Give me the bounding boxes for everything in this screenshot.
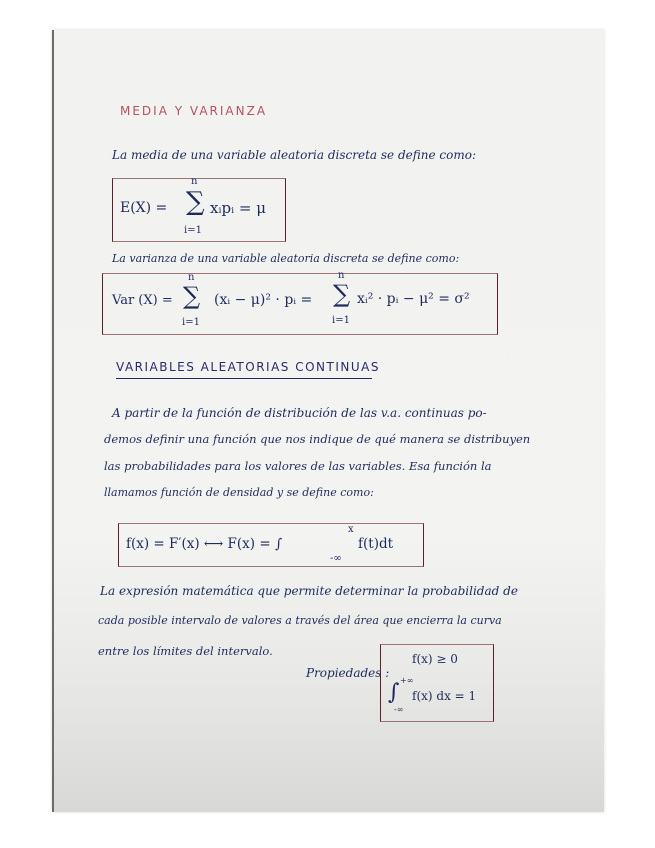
- variance-lhs: Var (X) =: [112, 293, 173, 308]
- paragraph1-line1: A partir de la función de distribución de las v.a. continuas po-: [112, 406, 487, 420]
- mean-lhs: E(X) =: [120, 200, 168, 216]
- density-int-upper: x: [348, 524, 354, 535]
- properties-label: Propiedades :: [306, 666, 390, 680]
- variance-sum2-top: n: [338, 270, 345, 281]
- density-int-lower: -∞: [330, 553, 342, 564]
- paragraph2-line1: La expresión matemática que permite determinar la probabilidad de: [100, 584, 518, 598]
- variance-sum2-bottom: i=1: [332, 315, 350, 326]
- mean-intro-text: La media de una variable aleatoria discreta se define como:: [112, 148, 476, 162]
- variance-sum1-symbol: ∑: [183, 282, 201, 310]
- paragraph1-line2: demos definir una función que nos indique de qué manera se distribuyen: [104, 432, 531, 446]
- variance-sum2-symbol: ∑: [333, 280, 351, 308]
- property-int-lower: -∞: [394, 705, 404, 714]
- density-integrand: f(t)dt: [358, 536, 394, 552]
- mean-rhs: xᵢpᵢ = μ: [210, 199, 266, 217]
- paragraph1-line3: las probabilidades para los valores de las variables. Esa función la: [104, 459, 492, 473]
- mean-sum-top: n: [191, 176, 198, 187]
- property-integral-sign: ∫: [388, 680, 400, 705]
- variance-sum1-top: n: [188, 272, 195, 283]
- page-edge: [52, 30, 54, 812]
- paragraph2-line3: entre los límites del intervalo.: [98, 644, 273, 658]
- variance-rhs: xᵢ² · pᵢ − μ² = σ²: [357, 291, 470, 307]
- variance-mid: (xᵢ − μ)² · pᵢ =: [214, 292, 313, 308]
- variance-sum1-bottom: i=1: [182, 317, 200, 328]
- section-title-media-varianza: MEDIA Y VARIANZA: [120, 104, 268, 118]
- property-int-upper: +∞: [400, 676, 414, 685]
- paragraph1-line4: llamamos función de densidad y se define como:: [104, 486, 374, 499]
- section-title-underline: [116, 378, 372, 379]
- paragraph2-line2: cada posible intervalo de valores a través del área que encierra la curva: [98, 614, 502, 627]
- property-normalization: f(x) dx = 1: [412, 689, 477, 703]
- property-nonnegative: f(x) ≥ 0: [412, 652, 458, 666]
- mean-sum-symbol: ∑: [186, 187, 205, 217]
- variance-intro-text: La varianza de una variable aleatoria discreta se define como:: [112, 252, 460, 265]
- mean-sum-bottom: i=1: [184, 225, 202, 236]
- section-title-variables-continuas: VARIABLES ALEATORIAS CONTINUAS: [116, 360, 380, 374]
- density-formula: f(x) = F′(x) ⟷ F(x) = ∫: [126, 536, 282, 552]
